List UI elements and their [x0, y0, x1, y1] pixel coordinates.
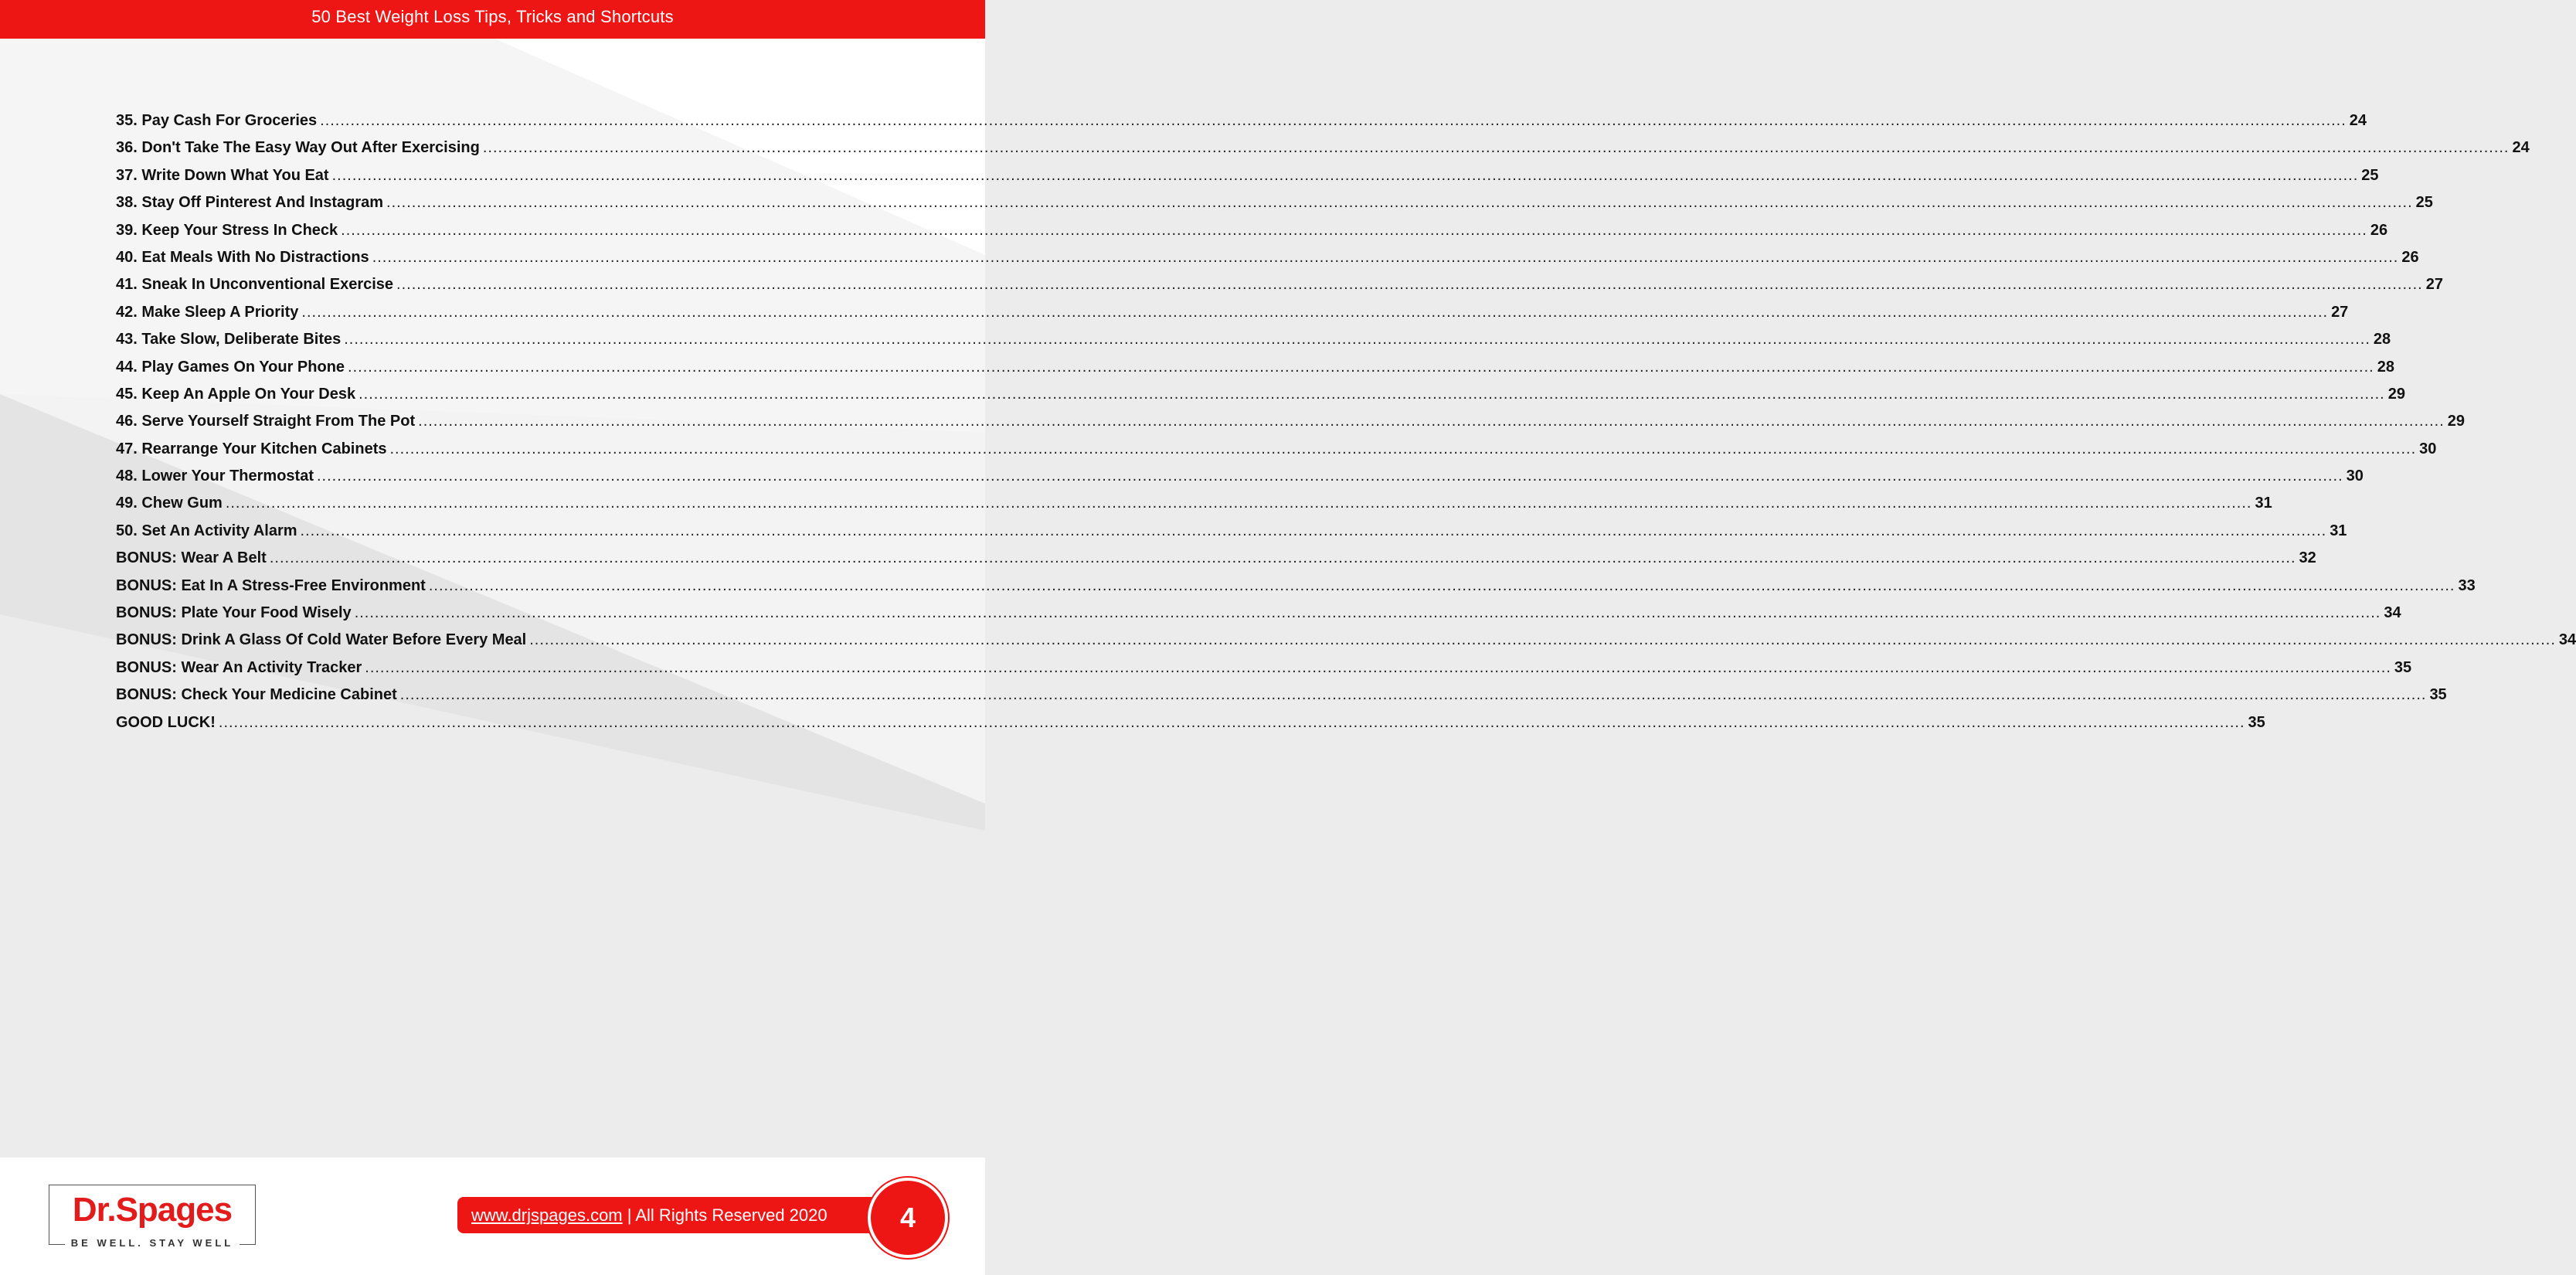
- footer-copyright-bar: [457, 1197, 878, 1233]
- toc-entry-title: 44. Play Games On Your Phone: [116, 358, 345, 376]
- toc-entry[interactable]: [116, 139, 2530, 166]
- toc-entry[interactable]: [116, 686, 2447, 713]
- toc-leader-dots: ................................................................................................................................................................................................................................................................................................................................................................................................................: [331, 166, 2359, 184]
- page-number: 4: [899, 1202, 916, 1233]
- toc-entry-title: 36. Don't Take The Easy Way Out After Exercising: [116, 139, 480, 157]
- toc-entry-title: 41. Sneak In Unconventional Exercise: [116, 276, 394, 294]
- toc-entry[interactable]: [116, 413, 2466, 440]
- header-title: 50 Best Weight Loss Tips, Tricks and Shortcuts: [311, 7, 674, 26]
- toc-entry-title: GOOD LUCK!: [116, 713, 216, 731]
- toc-entry-page: 25: [2415, 194, 2433, 212]
- toc-entry-page: 35: [2429, 686, 2447, 704]
- toc-entry[interactable]: [116, 303, 2349, 331]
- toc-entry-title: 46. Serve Yourself Straight From The Pot: [116, 413, 416, 430]
- toc-entry-page: 32: [2299, 549, 2316, 567]
- toc-entry[interactable]: [116, 576, 2476, 604]
- toc-entry-title: 37. Write Down What You Eat: [116, 166, 329, 184]
- toc-entry[interactable]: [116, 522, 2347, 549]
- toc-entry[interactable]: [116, 495, 2272, 522]
- toc-entry[interactable]: [116, 604, 2401, 631]
- toc-entry-title: 48. Lower Your Thermostat: [116, 468, 314, 485]
- toc-entry[interactable]: [116, 248, 2419, 276]
- toc-entry-page: 30: [2346, 468, 2364, 485]
- toc-leader-dots: ................................................................................................................................................................................................................................................................................................................................................................................................................: [341, 221, 2367, 239]
- toc-leader-dots: ................................................................................................................................................................................................................................................................................................................................................................................................................: [269, 549, 2296, 567]
- toc-entry-page: 35: [2394, 658, 2412, 676]
- toc-entry-title: 39. Keep Your Stress In Check: [116, 221, 338, 239]
- toc-entry-title: BONUS: Drink A Glass Of Cold Water Before Every Meal: [116, 631, 527, 649]
- toc-entry-page: 27: [2425, 276, 2443, 294]
- toc-entry-page: 33: [2458, 576, 2476, 594]
- toc-entry[interactable]: [116, 549, 2316, 576]
- toc-entry-title: 38. Stay Off Pinterest And Instagram: [116, 194, 384, 212]
- toc-entry-page: 29: [2447, 413, 2466, 430]
- toc-leader-dots: ................................................................................................................................................................................................................................................................................................................................................................................................................: [396, 276, 2423, 294]
- toc-leader-dots: ................................................................................................................................................................................................................................................................................................................................................................................................................: [418, 413, 2445, 430]
- page-header: [0, 0, 985, 39]
- toc-leader-dots: ................................................................................................................................................................................................................................................................................................................................................................................................................: [301, 303, 2329, 321]
- toc-entry-title: BONUS: Plate Your Food Wisely: [116, 604, 352, 622]
- toc-entry[interactable]: [116, 112, 2367, 139]
- toc-entry-page: 28: [2377, 358, 2394, 376]
- toc-entry-title: BONUS: Wear A Belt: [116, 549, 267, 567]
- toc-entry-title: 45. Keep An Apple On Your Desk: [116, 385, 356, 403]
- logo-tagline: BE WELL. STAY WELL: [65, 1237, 240, 1249]
- toc-entry-title: BONUS: Check Your Medicine Cabinet: [116, 686, 397, 704]
- toc-entry-page: 27: [2331, 303, 2349, 321]
- toc-entry-title: 43. Take Slow, Deliberate Bites: [116, 331, 342, 348]
- toc-entry[interactable]: [116, 331, 2391, 358]
- toc-entry-title: 47. Rearrange Your Kitchen Cabinets: [116, 440, 387, 457]
- toc-leader-dots: ................................................................................................................................................................................................................................................................................................................................................................................................................: [348, 358, 2374, 376]
- toc-entry-page: 31: [2330, 522, 2347, 539]
- toc-entry-title: BONUS: Wear An Activity Tracker: [116, 658, 362, 676]
- toc-leader-dots: ................................................................................................................................................................................................................................................................................................................................................................................................................: [320, 112, 2347, 129]
- toc-leader-dots: ................................................................................................................................................................................................................................................................................................................................................................................................................: [354, 604, 2381, 622]
- toc-leader-dots: ................................................................................................................................................................................................................................................................................................................................................................................................................: [482, 139, 2510, 157]
- toc-entry[interactable]: [116, 713, 2265, 741]
- website-link[interactable]: www.drjspages.com: [471, 1205, 623, 1225]
- toc-entry-title: 35. Pay Cash For Groceries: [116, 112, 318, 129]
- toc-leader-dots: ................................................................................................................................................................................................................................................................................................................................................................................................................: [344, 331, 2370, 348]
- toc-entry-title: BONUS: Eat In A Stress-Free Environment: [116, 576, 426, 594]
- toc-entry-page: 34: [2558, 631, 2576, 649]
- toc-entry[interactable]: [116, 194, 2433, 221]
- toc-leader-dots: ................................................................................................................................................................................................................................................................................................................................................................................................................: [359, 385, 2385, 403]
- toc-entry[interactable]: [116, 358, 2394, 386]
- toc-leader-dots: ................................................................................................................................................................................................................................................................................................................................................................................................................: [372, 248, 2399, 266]
- toc-entry-title: 42. Make Sleep A Priority: [116, 303, 299, 321]
- toc-entry-page: 30: [2419, 440, 2437, 457]
- toc-entry-page: 24: [2512, 139, 2530, 157]
- toc-entry-page: 25: [2361, 166, 2379, 184]
- toc-entry-page: 31: [2255, 495, 2272, 512]
- toc-entry[interactable]: [116, 385, 2405, 413]
- dr-spages-logo: [49, 1185, 256, 1249]
- toc-leader-dots: ................................................................................................................................................................................................................................................................................................................................................................................................................: [225, 495, 2252, 512]
- toc-entry[interactable]: [116, 276, 2443, 303]
- toc-entry[interactable]: [116, 658, 2412, 686]
- table-of-contents: [116, 112, 2576, 741]
- toc-leader-dots: ................................................................................................................................................................................................................................................................................................................................................................................................................: [428, 576, 2455, 594]
- toc-entry-page: 26: [2401, 248, 2419, 266]
- toc-entry-page: 35: [2248, 713, 2265, 731]
- toc-leader-dots: ................................................................................................................................................................................................................................................................................................................................................................................................................: [529, 631, 2556, 649]
- toc-leader-dots: ................................................................................................................................................................................................................................................................................................................................................................................................................: [386, 194, 2413, 212]
- toc-entry-title: 50. Set An Activity Alarm: [116, 522, 297, 539]
- toc-entry-page: 26: [2370, 221, 2388, 239]
- toc-entry-page: 24: [2349, 112, 2367, 129]
- toc-leader-dots: ................................................................................................................................................................................................................................................................................................................................................................................................................: [300, 522, 2327, 539]
- toc-entry[interactable]: [116, 440, 2437, 468]
- toc-entry-page: 28: [2373, 331, 2391, 348]
- toc-entry[interactable]: [116, 166, 2379, 194]
- toc-entry[interactable]: [116, 221, 2388, 249]
- toc-leader-dots: ................................................................................................................................................................................................................................................................................................................................................................................................................: [389, 440, 2417, 457]
- logo-name: Dr.Spages: [72, 1191, 233, 1229]
- toc-leader-dots: ................................................................................................................................................................................................................................................................................................................................................................................................................: [365, 658, 2391, 676]
- toc-leader-dots: ................................................................................................................................................................................................................................................................................................................................................................................................................: [218, 713, 2245, 731]
- toc-leader-dots: ................................................................................................................................................................................................................................................................................................................................................................................................................: [399, 686, 2427, 704]
- toc-entry-page: 34: [2384, 604, 2401, 622]
- toc-entry-title: 49. Chew Gum: [116, 495, 223, 512]
- toc-entry-title: 40. Eat Meals With No Distractions: [116, 248, 369, 266]
- toc-leader-dots: ................................................................................................................................................................................................................................................................................................................................................................................................................: [317, 468, 2343, 485]
- page-number-badge: [868, 1178, 948, 1258]
- toc-entry-page: 29: [2387, 385, 2405, 403]
- toc-entry[interactable]: [116, 631, 2576, 658]
- toc-entry[interactable]: [116, 468, 2364, 495]
- rights-text: | All Rights Reserved 2020: [622, 1205, 828, 1225]
